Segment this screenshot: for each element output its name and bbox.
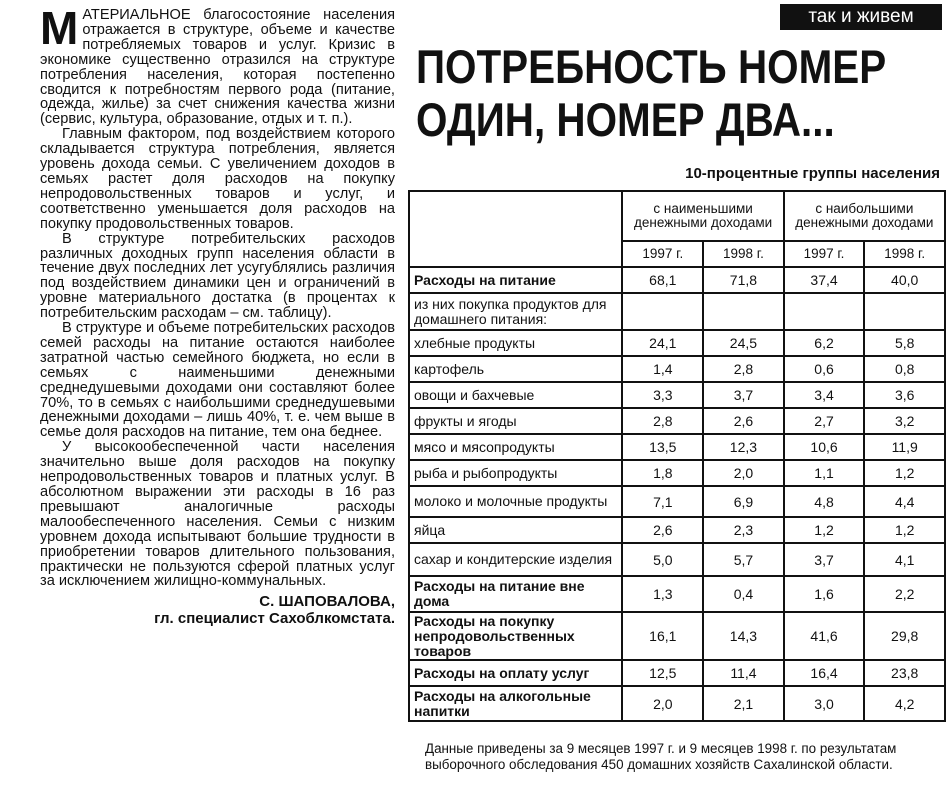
cell-value: 2,2 — [864, 576, 945, 612]
cell-value: 29,8 — [864, 612, 945, 660]
cell-value: 2,8 — [703, 356, 784, 382]
header-year: 1997 г. — [622, 241, 703, 267]
header-year: 1998 г. — [864, 241, 945, 267]
cell-value: 5,7 — [703, 543, 784, 576]
cell-value: 41,6 — [784, 612, 865, 660]
table-row — [409, 408, 945, 434]
cell-value: 3,2 — [864, 408, 945, 434]
cell-value: 2,6 — [703, 408, 784, 434]
cell-value: 1,2 — [864, 517, 945, 543]
table-row — [409, 356, 945, 382]
cell-value: 2,1 — [703, 686, 784, 721]
cell-value: 13,5 — [622, 434, 703, 460]
row-label: овощи и бахчевые — [409, 382, 622, 408]
cell-value — [784, 293, 865, 330]
cell-value: 1,2 — [864, 460, 945, 486]
cell-value: 40,0 — [864, 267, 945, 293]
row-label: Расходы на покупку непродовольственных товаров — [409, 612, 622, 660]
cell-value: 2,7 — [784, 408, 865, 434]
table-row — [409, 517, 945, 543]
header-group-high: с наибольшими денежными доходами — [784, 191, 945, 241]
row-label: Расходы на алкогольные напитки — [409, 686, 622, 721]
cell-value: 3,6 — [864, 382, 945, 408]
cell-value: 7,1 — [622, 486, 703, 517]
row-label: фрукты и ягоды — [409, 408, 622, 434]
cell-value: 14,3 — [703, 612, 784, 660]
article-paragraph-4: В структуре и объеме потребительских расходов семей расходы на питание остаются наиболее затратной частью семейного бюджета, но если в семьях с наименьшими денежными среднедушевыми доходами они составляют более 70%, то в семьях с наибольшими среднедушевыми денежными доходами – лишь 40%, т. е. чем выше в семье доля расходов на питание, тем она беднее. — [40, 320, 395, 441]
row-label: молоко и молочные продукты — [409, 486, 622, 517]
table-row — [409, 543, 945, 576]
cell-value: 3,3 — [622, 382, 703, 408]
table-row — [409, 612, 945, 660]
cell-value: 71,8 — [703, 267, 784, 293]
cell-value: 68,1 — [622, 267, 703, 293]
cell-value: 4,2 — [864, 686, 945, 721]
table-row — [409, 576, 945, 612]
row-label: мясо и мясопродукты — [409, 434, 622, 460]
article-paragraph-3: В структуре потребительских расходов различных доходных групп населения области в течение двух последних лет усугублялись различия под воздействием динамики цен и ограничений в уровне материального достатка (в процентах к потребительским расходам – см. таблицу). — [40, 230, 395, 322]
author-signature — [40, 593, 395, 627]
cell-value: 3,4 — [784, 382, 865, 408]
cell-value: 0,8 — [864, 356, 945, 382]
cell-value: 5,0 — [622, 543, 703, 576]
article-body — [40, 2, 395, 628]
row-label: Расходы на питание — [409, 267, 622, 293]
cell-value: 4,8 — [784, 486, 865, 517]
consumption-table — [408, 190, 946, 722]
row-label: яйца — [409, 517, 622, 543]
table-row — [409, 293, 945, 330]
table-row — [409, 382, 945, 408]
cell-value: 12,5 — [622, 660, 703, 686]
table-corner — [409, 191, 622, 267]
cell-value: 3,0 — [784, 686, 865, 721]
headline-line-1: ПОТРЕБНОСТЬ НОМЕР — [416, 40, 887, 93]
cell-value — [703, 293, 784, 330]
table-row — [409, 330, 945, 356]
cell-value: 6,9 — [703, 486, 784, 517]
cell-value: 2,8 — [622, 408, 703, 434]
cell-value: 23,8 — [864, 660, 945, 686]
headline-line-2: ОДИН, НОМЕР ДВА... — [416, 93, 835, 146]
author-name: С. ШАПОВАЛОВА, — [259, 593, 395, 611]
cell-value: 24,5 — [703, 330, 784, 356]
cell-value: 16,1 — [622, 612, 703, 660]
header-year: 1998 г. — [703, 241, 784, 267]
row-label: Расходы на оплату услуг — [409, 660, 622, 686]
cell-value: 4,1 — [864, 543, 945, 576]
cell-value: 16,4 — [784, 660, 865, 686]
cell-value: 6,2 — [784, 330, 865, 356]
header-group-low: с наименьшими денежными доходами — [622, 191, 783, 241]
cell-value — [864, 293, 945, 330]
row-label: картофель — [409, 356, 622, 382]
cell-value: 1,4 — [622, 356, 703, 382]
table-row — [409, 267, 945, 293]
row-label: из них покупка продуктов для домашнего питания: — [409, 293, 622, 330]
cell-value — [622, 293, 703, 330]
cell-value: 5,8 — [864, 330, 945, 356]
row-label: сахар и кондитерские изделия — [409, 543, 622, 576]
rubric-label: так и живем — [780, 4, 942, 30]
cell-value: 3,7 — [703, 382, 784, 408]
cell-value: 37,4 — [784, 267, 865, 293]
cell-value: 1,8 — [622, 460, 703, 486]
table-caption: 10-процентные группы населения — [685, 165, 940, 182]
headline — [416, 40, 887, 146]
cell-value: 1,1 — [784, 460, 865, 486]
article-paragraph-2: Главным фактором, под воздействием которого складывается структура потребления, является уровень дохода семьи. С увеличением доходов в семьях растет доля расходов на покупку непродовольственных товаров и услуг, и соответственно уменьшается доля расходов на покупку продовольственных товаров. — [40, 126, 395, 232]
footnote: Данные приведены за 9 месяцев 1997 г. и 9 месяцев 1998 г. по результатам выборочного обследования 450 домашних хозяйств Сахалинской области. — [425, 741, 897, 772]
row-label: рыба и рыбопродукты — [409, 460, 622, 486]
cell-value: 2,0 — [703, 460, 784, 486]
cell-value: 2,0 — [622, 686, 703, 721]
cell-value: 0,6 — [784, 356, 865, 382]
table-row — [409, 660, 945, 686]
author-title: гл. специалист Сахоблкомстата. — [154, 610, 395, 628]
article-paragraph-1: МАТЕРИАЛЬНОЕ благосостояние населения отражается в структуре, объеме и качестве потребляемых товаров и услуг. Кризис в экономике существенно отразился на структуре потребления населения, которая постепенно сводится к потребностям первого рода (питание, одежда, жилье) за счет снижения качества жизни (сервис, культура, образование, отдых и т. п.). — [40, 2, 395, 128]
cell-value: 2,6 — [622, 517, 703, 543]
cell-value: 12,3 — [703, 434, 784, 460]
cell-value: 0,4 — [703, 576, 784, 612]
cell-value: 10,6 — [784, 434, 865, 460]
cell-value: 1,6 — [784, 576, 865, 612]
cell-value: 3,7 — [784, 543, 865, 576]
row-label: Расходы на питание вне дома — [409, 576, 622, 612]
cell-value: 1,2 — [784, 517, 865, 543]
cell-value: 2,3 — [703, 517, 784, 543]
row-label: хлебные продукты — [409, 330, 622, 356]
table-row — [409, 434, 945, 460]
cell-value: 11,9 — [864, 434, 945, 460]
drop-cap: М — [40, 2, 79, 54]
header-year: 1997 г. — [784, 241, 865, 267]
cell-value: 11,4 — [703, 660, 784, 686]
table-row — [409, 460, 945, 486]
article-paragraph-5: У высокообеспеченной части населения значительно выше доля расходов на покупку непродовольственных товаров и платных услуг. В абсолютном выражении эти расходы в 16 раз превышают аналогичные расходы малообеспеченного населения. Семьи с низким уровнем дохода испытывают большие трудности в приобретении товаров длительного пользования, практически не пользуются сферой платных услуг за исключением жилищно-коммунальных. — [40, 439, 395, 590]
table-row — [409, 686, 945, 721]
table-row — [409, 486, 945, 517]
cell-value: 1,3 — [622, 576, 703, 612]
cell-value: 24,1 — [622, 330, 703, 356]
cell-value: 4,4 — [864, 486, 945, 517]
